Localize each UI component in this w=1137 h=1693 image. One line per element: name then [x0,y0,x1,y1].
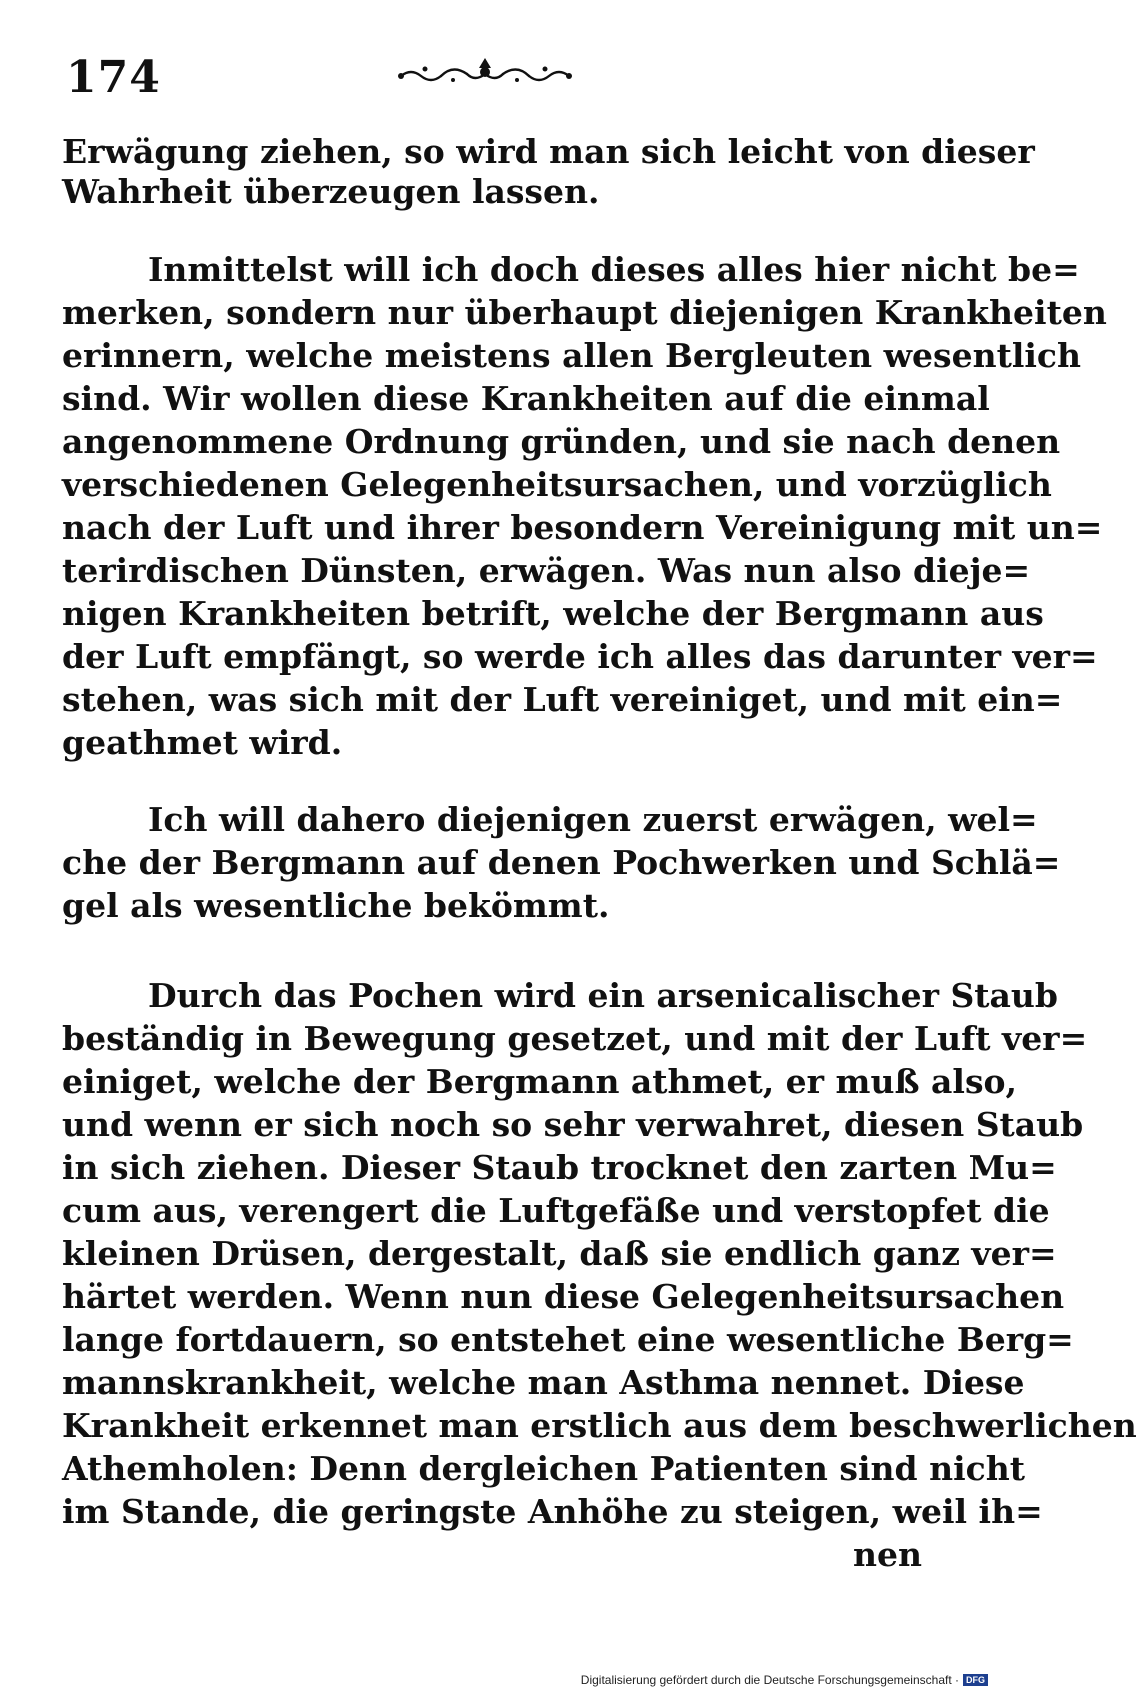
text-line: Krankheit erkennet man erstlich aus dem beschwerlichen [62,1406,1137,1445]
text-line: Inmittelst will ich doch dieses alles hier nicht be= [148,250,1080,289]
page-number: 174 [66,52,161,103]
text-line: stehen, was sich mit der Luft vereiniget, und mit ein= [62,680,1063,719]
text-line: im Stande, die geringste Anhöhe zu steigen, weil ih= [62,1492,1043,1531]
text-line: härtet werden. Wenn nun diese Gelegenheitsursachen [62,1277,1065,1316]
text-line: terirdischen Dünsten, erwägen. Was nun also dieje= [62,551,1031,590]
text-line: Wahrheit überzeugen lassen. [62,172,600,211]
digitization-footer [581,1673,988,1687]
text-line: angenommene Ordnung gründen, und sie nach denen [62,422,1061,461]
text-line: der Luft empfängt, so werde ich alles das darunter ver= [62,637,1098,676]
dfg-logo[interactable]: DFG [963,1674,988,1686]
text-line: Ich will dahero diejenigen zuerst erwägen, wel= [148,800,1038,839]
text-line: beständig in Bewegung gesetzet, und mit der Luft ver= [62,1019,1088,1058]
text-line: nigen Krankheiten betrift, welche der Bergmann aus [62,594,1044,633]
text-line: cum aus, verengert die Luftgefäße und verstopfet die [62,1191,1050,1230]
text-line: kleinen Drüsen, dergestalt, daß sie endlich ganz ver= [62,1234,1057,1273]
text-line: Athemholen: Denn dergleichen Patienten sind nicht [62,1449,1025,1488]
text-line: Durch das Pochen wird ein arsenicalischer Staub [148,976,1058,1015]
ornament-icon [395,54,575,94]
text-line: lange fortdauern, so entstehet eine wesentliche Berg= [62,1320,1074,1359]
text-line: nach der Luft und ihrer besondern Vereinigung mit un= [62,508,1103,547]
text-line: gel als wesentliche bekömmt. [62,886,610,925]
text-line: und wenn er sich noch so sehr verwahret, diesen Staub [62,1105,1084,1144]
text-line: merken, sondern nur überhaupt diejenigen Krankheiten [62,293,1107,332]
text-line: sind. Wir wollen diese Krankheiten auf die einmal [62,379,990,418]
text-line: Erwägung ziehen, so wird man sich leicht von dieser [62,132,1035,171]
text-line: verschiedenen Gelegenheitsursachen, und vorzüglich [62,465,1052,504]
footer-text: Digitalisierung gefördert durch die Deutsche Forschungsgemeinschaft · [580,1673,959,1687]
text-line: geathmet wird. [62,723,343,762]
text-line: mannskrankheit, welche man Asthma nennet. Diese [62,1363,1025,1402]
text-line: che der Bergmann auf denen Pochwerken und Schlä= [62,843,1061,882]
text-line: einiget, welche der Bergmann athmet, er muß also, [62,1062,1018,1101]
text-line: erinnern, welche meistens allen Bergleuten wesentlich [62,336,1081,375]
catchword: nen [853,1535,922,1574]
text-line: in sich ziehen. Dieser Staub trocknet den zarten Mu= [62,1148,1057,1187]
